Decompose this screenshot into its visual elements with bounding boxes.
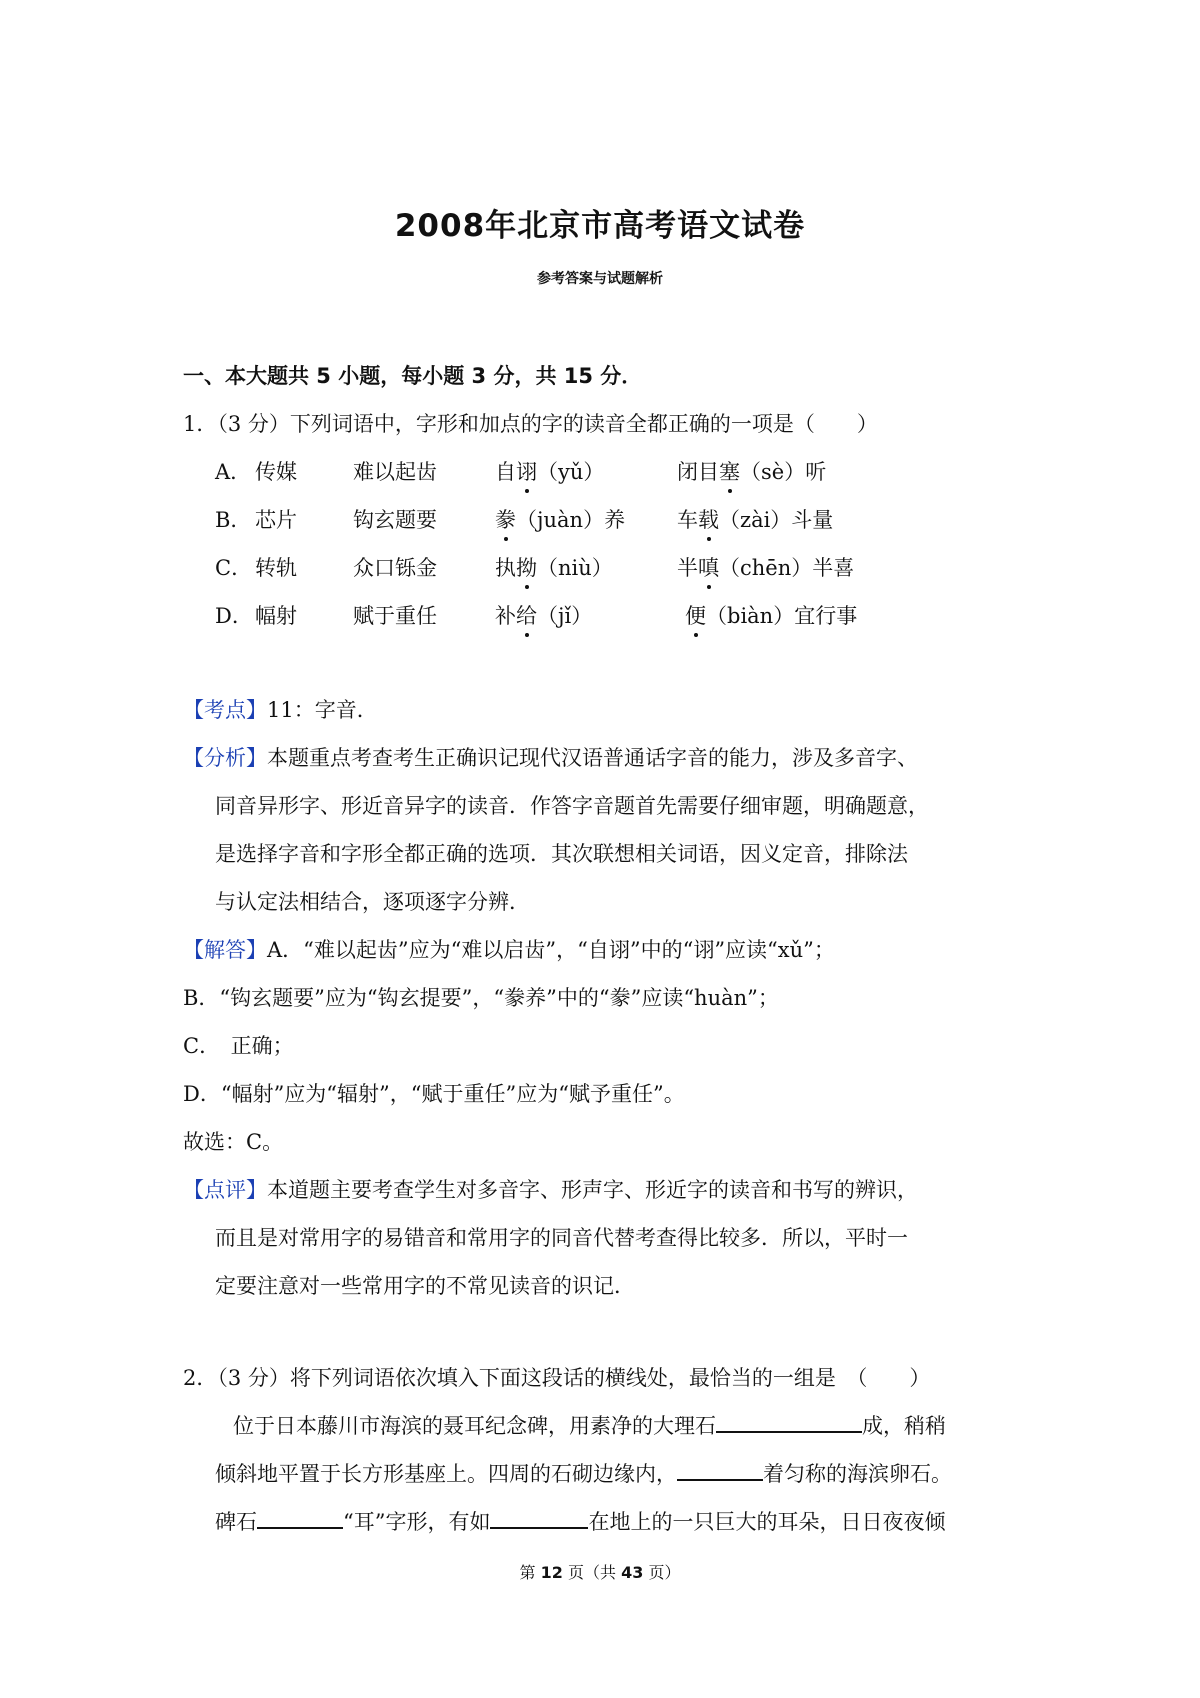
- page-footer: 第 12 页（共 43 页）: [519, 1563, 681, 1582]
- dotted-char: 塞: [719, 456, 740, 486]
- fill-blank-3[interactable]: [257, 1509, 343, 1529]
- question-1-stem: 1．（3 分）下列词语中，字形和加点的字的读音全都正确的一项是（ ）: [183, 412, 878, 436]
- dotted-char: 诩: [516, 456, 537, 486]
- jieda-line-3: C． 正确；: [183, 1034, 294, 1058]
- dotted-char: 载: [698, 504, 719, 534]
- dianping-line-2: 而且是对常用字的易错音和常用字的同音代替考查得比较多．所以，平时一: [215, 1226, 908, 1250]
- jieda-line-2: B．“钩玄题要”应为“钩玄提要”，“豢养”中的“豢”应读“huàn”；: [183, 986, 779, 1010]
- dotted-char: 给: [516, 600, 537, 630]
- kaodian-tag: 【考点】: [183, 698, 267, 722]
- fenxi-line-2: 同音异形字、形近音异字的读音．作答字音题首先需要仔细审题，明确题意，: [215, 794, 929, 818]
- q2-passage-line-3: 碑石 “耳”字形，有如 在地上的一只巨大的耳朵，日日夜夜倾: [215, 1510, 946, 1534]
- fenxi-tag: 【分析】: [183, 746, 267, 770]
- answer-line: 故选：C。: [183, 1130, 284, 1154]
- q2-passage-line-2: 倾斜地平置于长方形基座上。四周的石砌边缘内， 着匀称的海滨卵石。: [215, 1462, 952, 1486]
- q2-passage-line-1: 位于日本藤川市海滨的聂耳纪念碑，用素净的大理石 成，稍稍: [233, 1414, 946, 1438]
- dotted-char: 豢: [495, 504, 516, 534]
- fill-blank-1[interactable]: [716, 1413, 862, 1433]
- dotted-char: 便: [685, 600, 706, 630]
- fill-blank-4[interactable]: [490, 1509, 588, 1529]
- fill-blank-2[interactable]: [677, 1461, 763, 1481]
- page-number: 12: [540, 1563, 563, 1582]
- dianping-line-1: 【点评】本道题主要考查学生对多音字、形声字、形近字的读音和书写的辨识，: [183, 1178, 918, 1202]
- dotted-char: 拗: [516, 552, 537, 582]
- dianping-tag: 【点评】: [183, 1178, 267, 1202]
- page-total: 43: [621, 1563, 644, 1582]
- document-subtitle: 参考答案与试题解析: [537, 271, 663, 287]
- question-2-stem: 2．（3 分）将下列词语依次填入下面这段话的横线处，最恰当的一组是 （ ）: [183, 1366, 931, 1390]
- fenxi-line-3: 是选择字音和字形全都正确的选项．其次联想相关词语，因义定音，排除法: [215, 842, 908, 866]
- dianping-line-3: 定要注意对一些常用字的不常见读音的识记．: [215, 1274, 635, 1298]
- kaodian-line: 【考点】11：字音．: [183, 698, 378, 722]
- fenxi-line-4: 与认定法相结合，逐项逐字分辨．: [215, 890, 530, 914]
- jieda-tag: 【解答】: [183, 938, 267, 962]
- fenxi-line-1: 【分析】本题重点考查考生正确识记现代汉语普通话字音的能力，涉及多音字、: [183, 746, 918, 770]
- jieda-line-4: D．“幅射”应为“辐射”，“赋于重任”应为“赋予重任”。: [183, 1082, 685, 1106]
- section-heading: 一、本大题共 5 小题，每小题 3 分，共 15 分．: [183, 364, 643, 388]
- document-title: 2008年北京市高考语文试卷: [394, 208, 806, 244]
- dotted-char: 嗔: [698, 552, 719, 582]
- jieda-line-1: 【解答】A．“难以起齿”应为“难以启齿”，“自诩”中的“诩”应读“xǔ”；: [183, 938, 835, 962]
